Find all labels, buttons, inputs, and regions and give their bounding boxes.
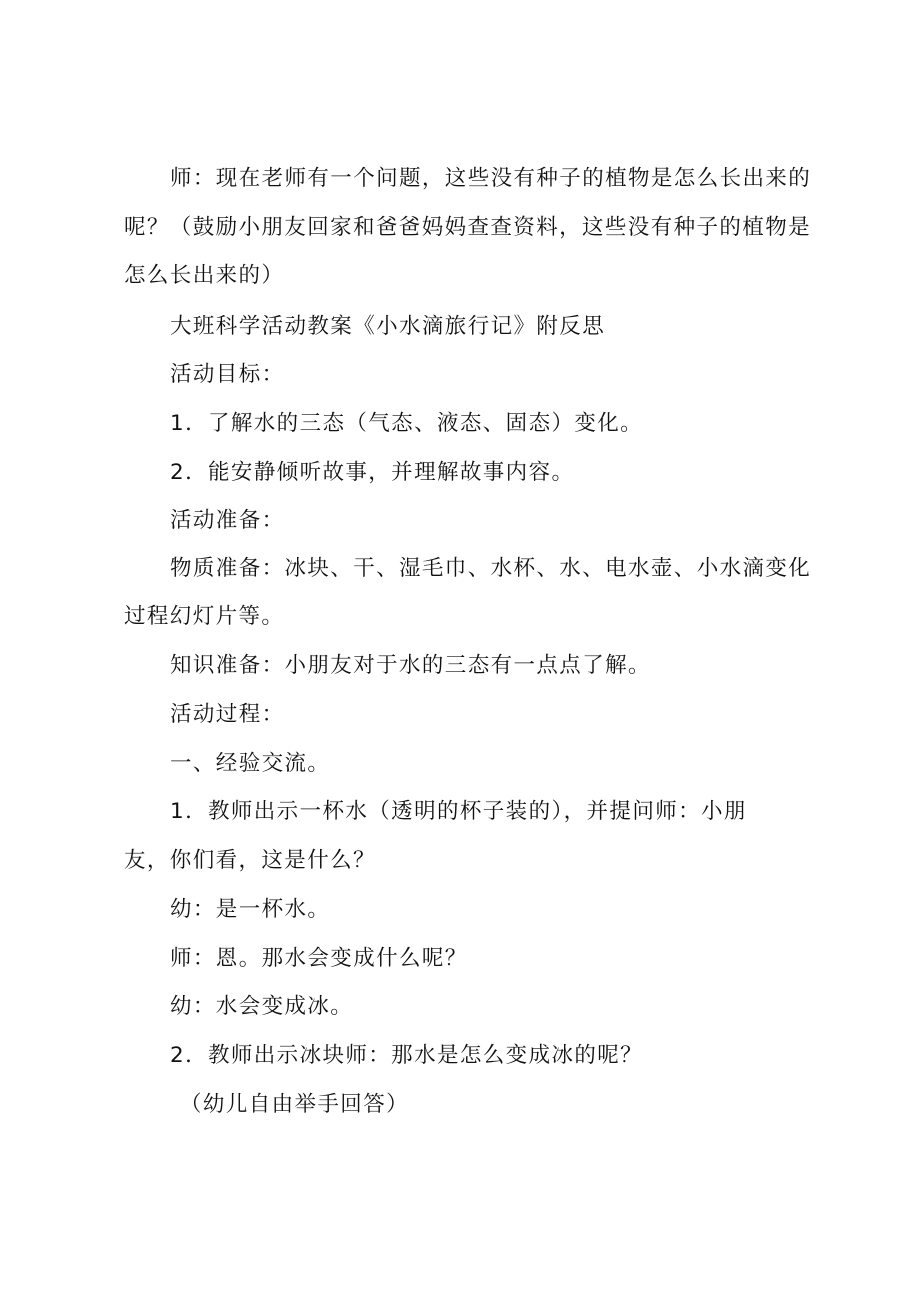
heading-preparation: 活动准备：	[170, 508, 285, 533]
paragraph-line: 呢？（鼓励小朋友回家和爸爸妈妈查查资料，这些没有种子的植物是	[124, 215, 812, 240]
heading-objectives: 活动目标：	[170, 362, 285, 387]
heading-process: 活动过程：	[170, 702, 285, 727]
paragraph-line: 知识准备：小朋友对于水的三态有一点点了解。	[170, 653, 651, 678]
paragraph-line: 怎么长出来的）	[124, 263, 285, 288]
paragraph-line: 物质准备：冰块、干、湿毛巾、水杯、水、电水壶、小水滴变化	[170, 556, 812, 581]
dialogue-line: 师：恩。那水会变成什么呢？	[170, 946, 468, 971]
paragraph-line: 2．能安静倾听故事，并理解故事内容。	[170, 460, 575, 485]
paragraph-line: 师：现在老师有一个问题，这些没有种子的植物是怎么长出来的	[170, 166, 812, 191]
paragraph-line: 一、经验交流。	[170, 751, 331, 776]
dialogue-line: 幼：是一杯水。	[170, 897, 331, 922]
paragraph-line: 1．了解水的三态（气态、液态、固态）变化。	[170, 411, 644, 436]
section-title: 大班科学活动教案《小水滴旅行记》附反思	[170, 314, 606, 339]
paragraph-line: 过程幻灯片等。	[124, 604, 285, 629]
dialogue-line: 幼：水会变成冰。	[170, 994, 354, 1019]
paragraph-line: 2．教师出示冰块师：那水是怎么变成冰的呢？	[170, 1043, 644, 1068]
paragraph-line: （幼儿自由举手回答）	[180, 1092, 410, 1117]
paragraph-line: 友，你们看，这是什么？	[124, 848, 376, 873]
paragraph-line: 1．教师出示一杯水（透明的杯子装的），并提问师：小朋	[170, 799, 747, 824]
